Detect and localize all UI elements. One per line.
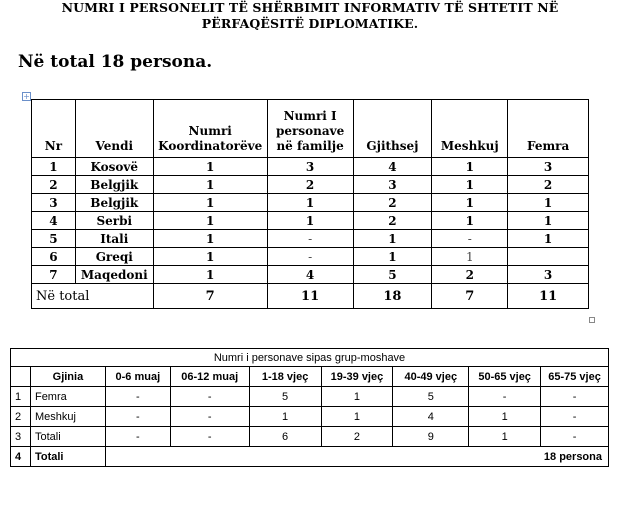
- table-cell: 1: [508, 230, 589, 248]
- table-cell: 4: [267, 266, 353, 284]
- column-header: Meshkuj: [432, 100, 508, 158]
- table-cell: Totali: [30, 427, 105, 447]
- table-resize-handle-icon[interactable]: [589, 317, 595, 323]
- table-cell: Femra: [30, 387, 105, 407]
- table-cell: 3: [267, 158, 353, 176]
- column-header: Femra: [508, 100, 589, 158]
- table-cell: 2: [432, 266, 508, 284]
- table-cell: -: [469, 387, 541, 407]
- table-cell: 1: [353, 248, 432, 266]
- total-label: Totali: [30, 447, 105, 467]
- table-cell: 1: [153, 194, 267, 212]
- table-cell: 1: [469, 407, 541, 427]
- title-line-1: NUMRI I PERSONELIT TË SHËRBIMIT INFORMATIV TË SHTETIT NË: [61, 0, 559, 15]
- table-cell: Itali: [75, 230, 153, 248]
- table-cell: -: [432, 230, 508, 248]
- table-cell: -: [541, 387, 609, 407]
- table-cell: 2: [267, 176, 353, 194]
- column-header: Numri Koordinatorëve: [153, 100, 267, 158]
- table-cell: 1: [432, 194, 508, 212]
- table-row: [32, 212, 589, 230]
- table-cell: 1: [508, 194, 589, 212]
- table-cell: [508, 248, 589, 266]
- table-cell: 7: [32, 266, 76, 284]
- table-row: [32, 266, 589, 284]
- table-row: [11, 387, 609, 407]
- table-row: [32, 176, 589, 194]
- column-header: Gjinia: [30, 367, 105, 387]
- column-header: Gjithsej: [353, 100, 432, 158]
- table-cell: 2: [11, 407, 31, 427]
- table-cell: 1: [508, 212, 589, 230]
- column-header: 40-49 vjeç: [393, 367, 469, 387]
- table-cell: 4: [32, 212, 76, 230]
- table-cell: -: [267, 248, 353, 266]
- table-total-row: [32, 284, 589, 309]
- table-cell: 1: [249, 407, 321, 427]
- table-move-handle-icon[interactable]: +: [23, 92, 30, 101]
- total-label: Në total: [32, 284, 154, 309]
- table-cell: 5: [32, 230, 76, 248]
- table-cell: Serbi: [75, 212, 153, 230]
- table-cell: -: [170, 387, 249, 407]
- table-cell: 3: [508, 266, 589, 284]
- table-cell: 1: [153, 266, 267, 284]
- table-cell: 1: [11, 387, 31, 407]
- column-header: 65-75 vjeç: [541, 367, 609, 387]
- table-cell: 2: [508, 176, 589, 194]
- table-cell: 1: [432, 176, 508, 194]
- table-cell: 3: [11, 427, 31, 447]
- table-cell: 1: [153, 158, 267, 176]
- table-cell: Greqi: [75, 248, 153, 266]
- table-row: [32, 158, 589, 176]
- total-cell: 11: [267, 284, 353, 309]
- table-cell: 5: [353, 266, 432, 284]
- table-row: [32, 230, 589, 248]
- table-cell: 1: [432, 158, 508, 176]
- column-header: 50-65 vjeç: [469, 367, 541, 387]
- table-cell: 9: [393, 427, 469, 447]
- column-header: 19-39 vjeç: [321, 367, 393, 387]
- table-cell: 2: [32, 176, 76, 194]
- table-cell: 1: [267, 194, 353, 212]
- table-cell: -: [267, 230, 353, 248]
- total-summary: 18 persona: [105, 447, 608, 467]
- column-header: [11, 367, 31, 387]
- table-cell: -: [541, 427, 609, 447]
- table-cell: 2: [353, 194, 432, 212]
- table-cell: 1: [153, 212, 267, 230]
- table-cell: -: [105, 407, 170, 427]
- column-header: 1-18 vjeç: [249, 367, 321, 387]
- column-header: Vendi: [75, 100, 153, 158]
- table-cell: -: [170, 407, 249, 427]
- table-cell: 1: [153, 248, 267, 266]
- table-cell: 1: [321, 407, 393, 427]
- table-cell: 1: [432, 212, 508, 230]
- column-header: Nr: [32, 100, 76, 158]
- table-header-row: [32, 100, 589, 158]
- table-total-row: [11, 447, 609, 467]
- total-heading: Në total 18 persona.: [18, 52, 213, 72]
- total-cell: 11: [508, 284, 589, 309]
- table-cell: 5: [393, 387, 469, 407]
- age-group-table: [10, 348, 609, 467]
- document-title: [0, 0, 620, 32]
- total-cell: 7: [153, 284, 267, 309]
- table-cell: Meshkuj: [30, 407, 105, 427]
- table-cell: 6: [249, 427, 321, 447]
- personnel-by-country-table: [31, 99, 589, 309]
- table-cell: Maqedoni: [75, 266, 153, 284]
- column-header: 06-12 muaj: [170, 367, 249, 387]
- table-cell: -: [541, 407, 609, 427]
- table-cell: 3: [508, 158, 589, 176]
- column-header: 0-6 muaj: [105, 367, 170, 387]
- table-cell: Belgjik: [75, 194, 153, 212]
- table-cell: 3: [32, 194, 76, 212]
- table-cell: 4: [353, 158, 432, 176]
- table-row: [32, 194, 589, 212]
- table-row: [11, 407, 609, 427]
- table-cell: -: [170, 427, 249, 447]
- table-cell: 1: [321, 387, 393, 407]
- table-cell: -: [105, 387, 170, 407]
- table-cell: 2: [353, 212, 432, 230]
- table-caption: Numri i personave sipas grup-moshave: [11, 349, 609, 367]
- table-cell: 1: [32, 158, 76, 176]
- table-cell: -: [105, 427, 170, 447]
- title-line-2: PËRFAQËSITË DIPLOMATIKE.: [201, 16, 419, 31]
- table-cell: 1: [153, 176, 267, 194]
- table-cell: 4: [393, 407, 469, 427]
- table-header-row: [11, 367, 609, 387]
- total-cell: 7: [432, 284, 508, 309]
- table-row: [11, 427, 609, 447]
- column-header: Numri I personave në familje: [267, 100, 353, 158]
- table-cell: 5: [249, 387, 321, 407]
- table-cell: 1: [153, 230, 267, 248]
- table-cell: 1: [267, 212, 353, 230]
- table-caption-row: [11, 349, 609, 367]
- table-cell: 6: [32, 248, 76, 266]
- table-cell: Belgjik: [75, 176, 153, 194]
- table-cell: 1: [469, 427, 541, 447]
- table-cell: 1: [432, 248, 508, 266]
- table-cell: 2: [321, 427, 393, 447]
- total-cell: 18: [353, 284, 432, 309]
- table-cell: 3: [353, 176, 432, 194]
- table-cell: 4: [11, 447, 31, 467]
- table-cell: 1: [353, 230, 432, 248]
- table-cell: Kosovë: [75, 158, 153, 176]
- table-row: [32, 248, 589, 266]
